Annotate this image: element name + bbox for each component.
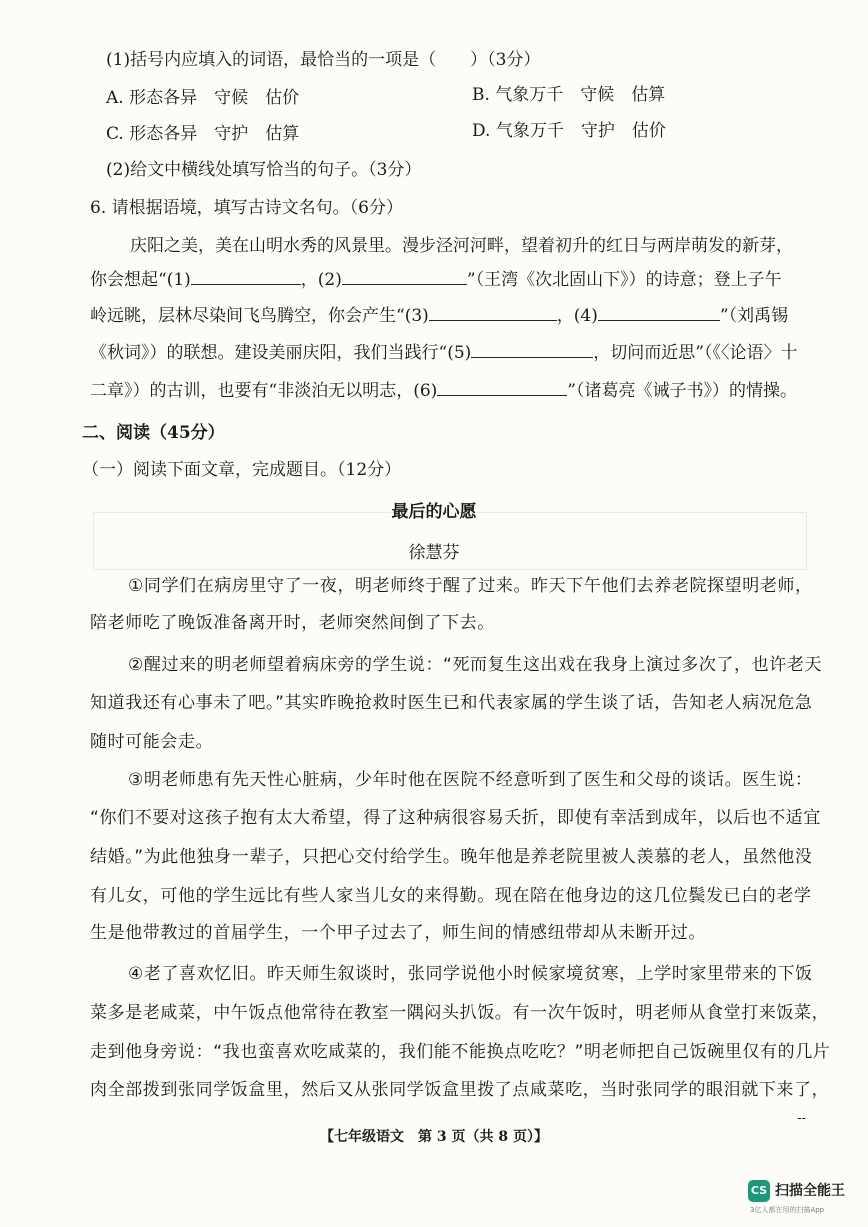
q6-para-line-5 [90, 379, 797, 403]
blank-1[interactable] [191, 268, 301, 285]
article-line: 随时可能会走。 [90, 732, 214, 752]
q6-para-line-1: 庆阳之美，美在山明水秀的风景里。漫步泾河河畔，望着初升的红日与两岸萌发的新芽， [130, 236, 793, 256]
blank-2[interactable] [342, 268, 467, 285]
article-line: “你们不要对这孩子抱有太大希望，得了这种病很容易夭折，即使有幸活到成年，以后也不适宜 [90, 808, 822, 828]
q6-text-5b: ”（诸葛亮《诫子书》）的情操。 [567, 381, 797, 401]
q6-text-5a: 二章》）的古训，也要有“非淡泊无以明志，(6) [90, 381, 438, 401]
q6-heading: 6. 请根据语境，填写古诗文名句。（6分） [90, 198, 403, 218]
q5-sub1: (1)括号内应填入的词语，最恰当的一项是（ ）（3分） [106, 50, 541, 70]
watermark-name: 扫描全能王 [775, 1183, 845, 1199]
q6-para-line-3 [90, 304, 788, 328]
q5-option-b: B. 气象万千 守候 估算 [472, 85, 666, 105]
page-footer: 【七年级语文 第 3 页（共 8 页）】 [320, 1129, 548, 1145]
blank-4[interactable] [598, 304, 720, 321]
q6-text-4b: ，切问而近思”（《〈论语〉十 [593, 343, 798, 363]
camscanner-watermark [748, 1178, 863, 1218]
q6-text-2a: 你会想起“(1) [90, 270, 191, 290]
q6-para-line-2 [90, 268, 782, 292]
section-2-heading: 二、阅读（45分） [82, 423, 225, 443]
q6-text-2c: ”（王湾《次北固山下》）的诗意；登上子午 [466, 270, 782, 290]
article-line: 知道我还有心事未了吧。”其实昨晚抢救时医生已和代表家属的学生谈了话，告知老人病况危急 [90, 693, 813, 713]
q6-para-line-4 [90, 341, 797, 365]
watermark-subtitle: 3亿人都在用的扫描App [750, 1206, 825, 1214]
section-2-sub: （一）阅读下面文章，完成题目。（12分） [82, 460, 402, 480]
article-line: 菜多是老咸菜，中午饭点他常待在教室一隅闷头扒饭。有一次午饭时，明老师从食堂打来饭菜， [90, 1003, 830, 1023]
q6-text-3b: ，(4) [556, 306, 598, 326]
article-line: ③明老师患有先天性心脏病，少年时他在医院不经意听到了医生和父母的谈话。医生说： [128, 770, 813, 790]
article-line: ②醒过来的明老师望着病床旁的学生说：“死而复生这出戏在我身上演过多次了，也许老天 [128, 655, 823, 675]
blank-5[interactable] [471, 341, 593, 358]
article-line: 有儿女，可他的学生远比有些人家当儿女的来得勤。现在陪在他身边的这几位鬓发已白的老学 [90, 886, 812, 906]
q6-text-2b: ，(2) [300, 270, 342, 290]
article-line: 生是他带教过的首届学生，一个甲子过去了，师生间的情感纽带却从未断开过。 [90, 923, 706, 943]
q5-option-c: C. 形态各异 守护 估算 [106, 124, 300, 144]
blank-3[interactable] [429, 304, 557, 321]
article-line: 结婚。”为此他独身一辈子，只把心交付给学生。晚年他是养老院里被人羡慕的老人，虽然他没 [90, 847, 813, 867]
q6-text-3c: ”（刘禹锡 [719, 306, 789, 326]
article-line: 陪老师吃了晚饭准备离开时，老师突然间倒了下去。 [90, 613, 495, 633]
q6-text-3a: 岭远眺，层林尽染间飞鸟腾空，你会产生“(3) [90, 306, 429, 326]
blank-6[interactable] [437, 379, 567, 396]
article-author: 徐慧芬 [408, 543, 460, 563]
article-line: ④老了喜欢忆旧。昨天师生叙谈时，张同学说他小时候家境贫寒，上学时家里带来的下饭 [128, 964, 813, 984]
q5-option-d: D. 气象万千 守护 估价 [472, 121, 666, 141]
article-line: ①同学们在病房里守了一夜，明老师终于醒了过来。昨天下午他们去养老院探望明老师， [128, 576, 813, 596]
article-line: 走到他身旁说：“我也蛮喜欢吃咸菜的，我们能不能换点吃吃？”明老师把自己饭碗里仅有的几片 [90, 1042, 831, 1062]
article-line: 肉全部拨到张同学饭盒里，然后又从张同学饭盒里拨了点咸菜吃，当时张同学的眼泪就下来了， [90, 1080, 830, 1100]
camscanner-logo-icon: CS [748, 1180, 770, 1202]
q5-option-a: A. 形态各异 守候 估价 [106, 88, 300, 108]
footer-dash: -- [797, 1111, 806, 1126]
article-title: 最后的心愿 [391, 502, 477, 522]
q6-text-4a: 《秋词》）的联想。建设美丽庆阳，我们当践行“(5) [90, 343, 472, 363]
q5-sub2: (2)给文中横线处填写恰当的句子。（3分） [106, 160, 422, 180]
